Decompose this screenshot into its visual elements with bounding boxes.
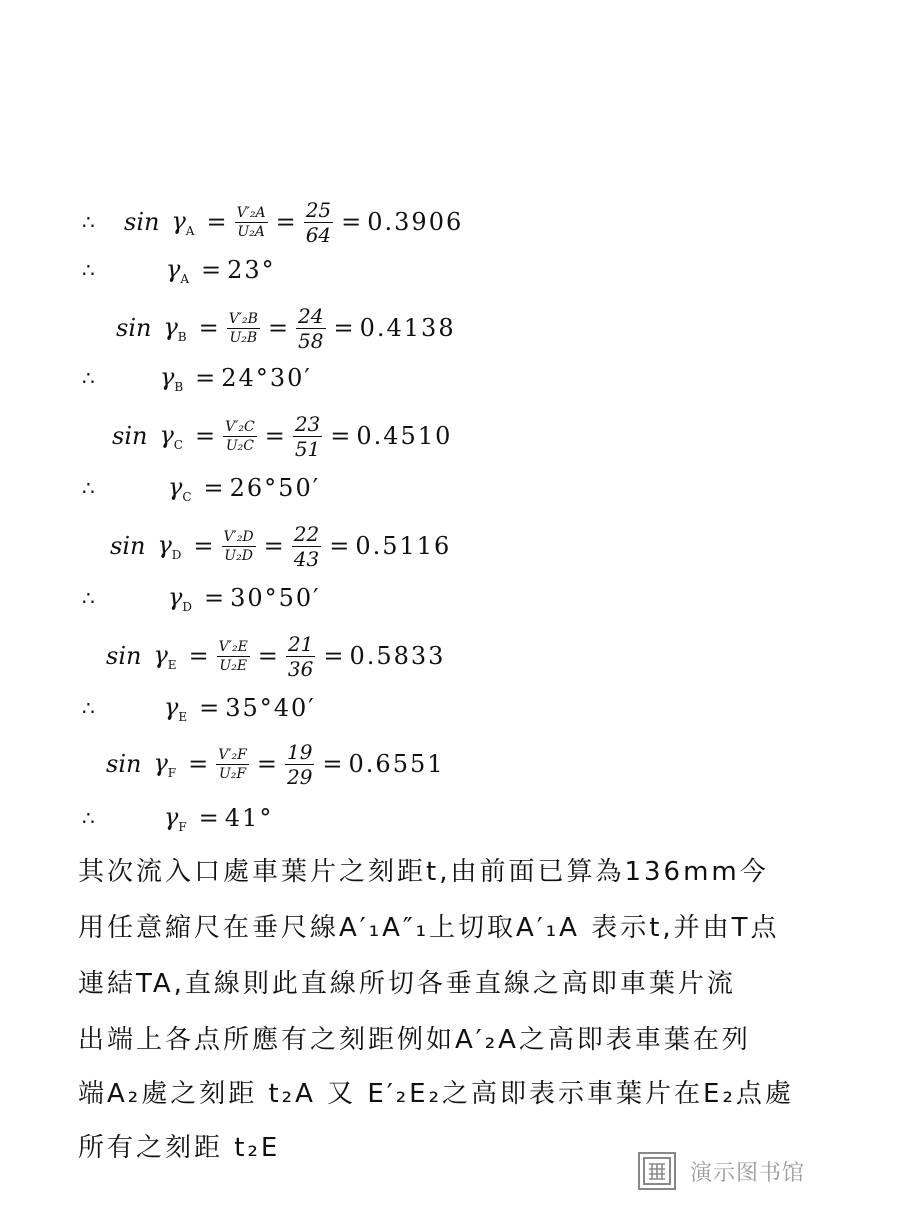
sin-function: sin bbox=[124, 208, 160, 236]
gamma-symbol: $\gamma_A$ bbox=[166, 254, 190, 286]
equation-sin-a: ∴ sin $\gamma_A$ = $\frac{\text{V′₂A}}{\text{U₂A}}$ = $\frac{25}{64}$ = 0.3906 bbox=[82, 197, 464, 247]
equation-sin-c: sin $\gamma_C$ = $\frac{\text{V′₂C}}{\text{U₂C}}$ = $\frac{23}{51}$ = 0.4510 bbox=[112, 411, 453, 461]
angle-value: 26°50′ bbox=[229, 474, 321, 502]
angle-value: 35°40′ bbox=[225, 694, 316, 722]
gamma-symbol: $\gamma_D$ bbox=[157, 530, 182, 562]
sin-function: sin bbox=[110, 532, 146, 560]
equation-sin-d: sin $\gamma_D$ = $\frac{\text{V′₂D}}{\text{U₂D}}$ = $\frac{22}{43}$ = 0.5116 bbox=[110, 521, 452, 571]
therefore-symbol: ∴ bbox=[82, 586, 95, 610]
velocity-ratio: $\frac{\text{V′₂F}}{\text{U₂F}}$ bbox=[218, 746, 247, 782]
therefore-symbol: ∴ bbox=[82, 258, 95, 282]
equation-angle-d: ∴ $\gamma_D$ = 30°50′ bbox=[82, 582, 321, 614]
angle-value: 24°30′ bbox=[221, 364, 312, 392]
angle-value: 41° bbox=[224, 804, 274, 832]
equation-sin-f: sin $\gamma_F$ = $\frac{\text{V′₂F}}{\text{U₂F}}$ = $\frac{19}{29}$ = 0.6551 bbox=[106, 739, 445, 789]
paragraph-line: 端A₂處之刻距 t₂A 又 E′₂E₂之高即表示車葉片在E₂点處 bbox=[78, 1079, 794, 1109]
numeric-ratio: $\frac{19}{29}$ bbox=[286, 739, 313, 789]
therefore-symbol: ∴ bbox=[82, 806, 95, 830]
sine-result: 0.4510 bbox=[356, 422, 453, 450]
gamma-symbol: $\gamma_F$ bbox=[153, 748, 177, 780]
therefore-symbol: ∴ bbox=[82, 476, 95, 500]
therefore-symbol: ∴ bbox=[82, 210, 95, 234]
velocity-ratio: $\frac{\text{V′₂D}}{\text{U₂D}}$ bbox=[223, 528, 254, 564]
paragraph-line: 其次流入口處車葉片之刻距t,由前面已算為136mm今 bbox=[78, 857, 769, 887]
numeric-ratio: $\frac{22}{43}$ bbox=[293, 521, 320, 571]
gamma-symbol: $\gamma_C$ bbox=[159, 420, 183, 452]
velocity-ratio: $\frac{\text{V′₂C}}{\text{U₂C}}$ bbox=[225, 418, 255, 454]
therefore-symbol: ∴ bbox=[82, 366, 95, 390]
gamma-symbol: $\gamma_E$ bbox=[153, 640, 177, 672]
numeric-ratio: $\frac{24}{58}$ bbox=[298, 303, 324, 353]
gamma-symbol: $\gamma_F$ bbox=[164, 802, 187, 834]
gamma-symbol: $\gamma_A$ bbox=[171, 206, 195, 238]
gamma-symbol: $\gamma_B$ bbox=[163, 312, 187, 344]
equation-sin-e: sin $\gamma_E$ = $\frac{\text{V′₂E}}{\text{U₂E}}$ = $\frac{21}{36}$ = 0.5833 bbox=[106, 631, 446, 681]
numeric-ratio: $\frac{23}{51}$ bbox=[294, 411, 321, 461]
equation-angle-b: ∴ $\gamma_B$ = 24°30′ bbox=[82, 362, 312, 394]
watermark-text: 演示图书馆 bbox=[690, 1160, 806, 1186]
numeric-ratio: $\frac{21}{36}$ bbox=[287, 631, 314, 681]
equation-angle-e: ∴ $\gamma_E$ = 35°40′ bbox=[82, 692, 316, 724]
sine-result: 0.5116 bbox=[355, 532, 452, 560]
gamma-symbol: $\gamma_E$ bbox=[164, 692, 188, 724]
therefore-symbol: ∴ bbox=[82, 696, 95, 720]
gamma-symbol: $\gamma_B$ bbox=[160, 362, 184, 394]
paragraph-line: 出端上各点所應有之刻距例如A′₂A之高即表車葉在列 bbox=[78, 1025, 751, 1055]
sine-result: 0.3906 bbox=[367, 208, 464, 236]
equation-angle-c: ∴ $\gamma_C$ = 26°50′ bbox=[82, 472, 321, 504]
velocity-ratio: $\frac{\text{V′₂E}}{\text{U₂E}}$ bbox=[218, 638, 248, 674]
velocity-ratio: $\frac{\text{V′₂A}}{\text{U₂A}}$ bbox=[236, 204, 266, 240]
velocity-ratio: $\frac{\text{V′₂B}}{\text{U₂B}}$ bbox=[228, 310, 258, 346]
library-seal-icon bbox=[638, 1152, 676, 1190]
equation-angle-f: ∴ $\gamma_F$ = 41° bbox=[82, 802, 274, 834]
sin-function: sin bbox=[116, 314, 152, 342]
numeric-ratio: $\frac{25}{64}$ bbox=[305, 197, 332, 247]
sin-function: sin bbox=[106, 750, 142, 778]
sine-result: 0.5833 bbox=[349, 642, 446, 670]
sine-result: 0.4138 bbox=[359, 314, 456, 342]
gamma-symbol: $\gamma_C$ bbox=[168, 472, 192, 504]
equation-angle-a: ∴ $\gamma_A$ = 23° bbox=[82, 254, 276, 286]
sin-function: sin bbox=[106, 642, 142, 670]
paragraph-line: 所有之刻距 t₂E bbox=[78, 1133, 281, 1163]
gamma-symbol: $\gamma_D$ bbox=[168, 582, 192, 614]
angle-value: 30°50′ bbox=[230, 584, 321, 612]
watermark bbox=[638, 1152, 805, 1190]
equation-sin-b: sin $\gamma_B$ = $\frac{\text{V′₂B}}{\text{U₂B}}$ = $\frac{24}{58}$ = 0.4138 bbox=[116, 303, 456, 353]
paragraph-line: 用任意縮尺在垂尺線A′₁A″₁上切取A′₁A 表示t,并由T点 bbox=[78, 913, 780, 943]
angle-value: 23° bbox=[227, 256, 276, 284]
paragraph-line: 連結TA,直線則此直線所切各垂直線之高即車葉片流 bbox=[78, 969, 736, 999]
sine-result: 0.6551 bbox=[348, 750, 445, 778]
sin-function: sin bbox=[112, 422, 148, 450]
